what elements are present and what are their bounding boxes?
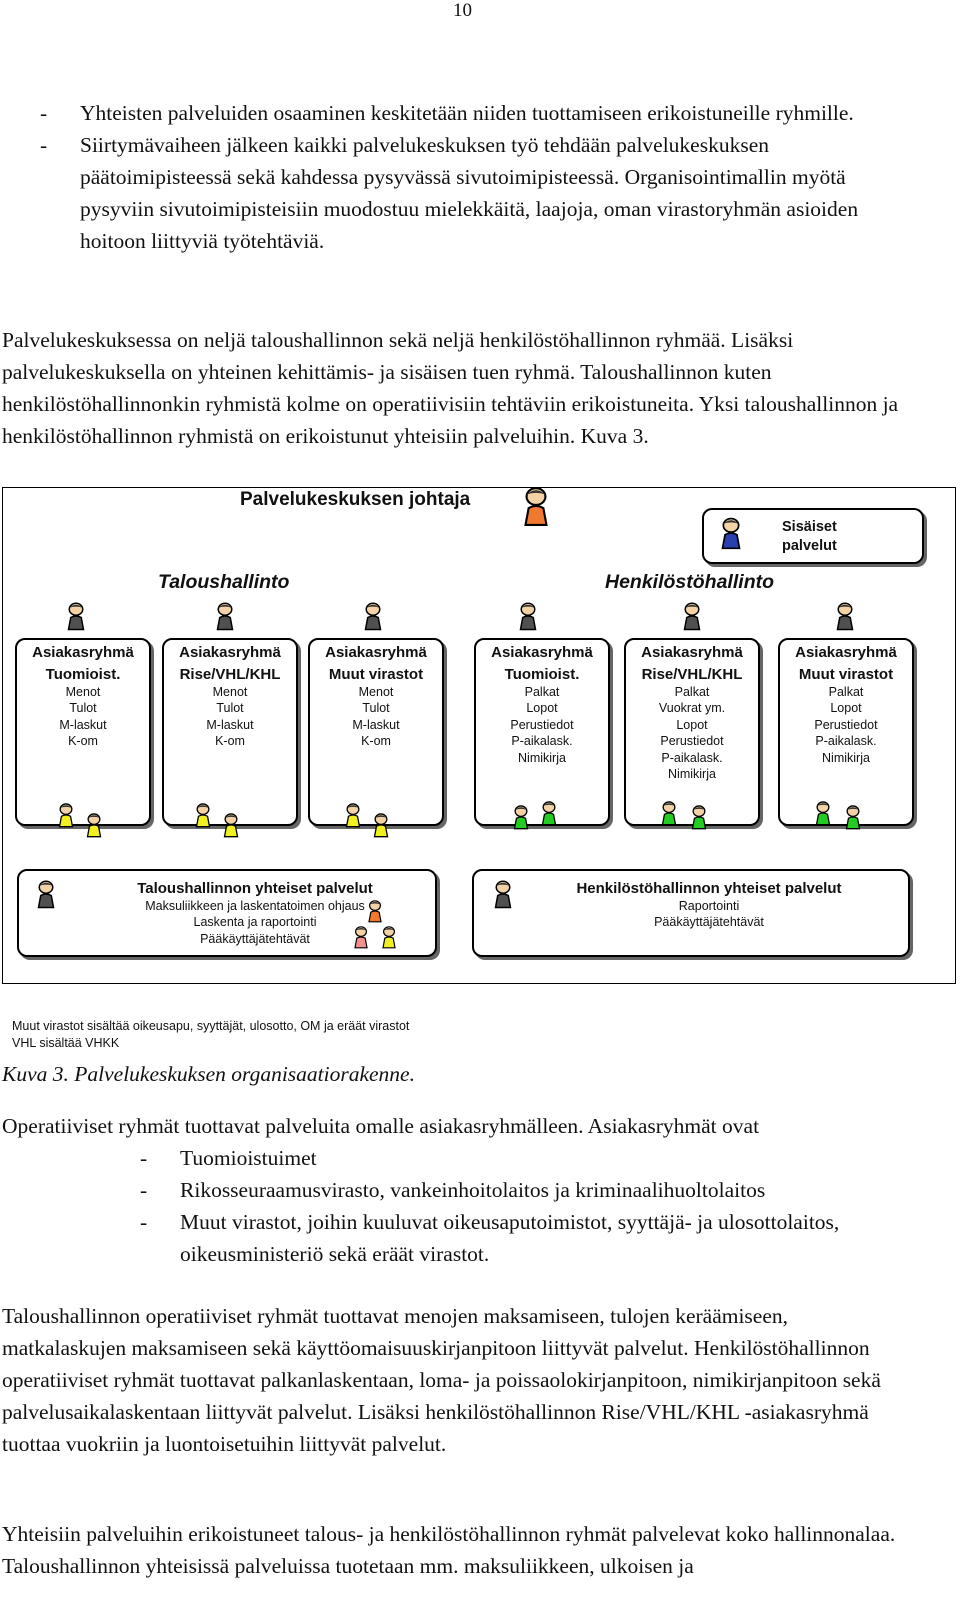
customer-group-item [140,1206,920,1270]
staff-icon [349,925,373,954]
staff-icon [81,812,107,843]
group-title: Asiakasryhmä [795,644,897,661]
bullet-list [40,97,920,257]
group-lead-icon [513,601,543,636]
group-subtitle: Muut virastot [798,666,894,683]
figure-caption: Kuva 3. Palvelukeskuksen organisaatiorakenne. [2,1062,415,1086]
org-chart [2,487,960,987]
bullet-item [40,129,920,257]
customer-group-box [624,638,760,826]
shared-finance-task: Laskenta ja raportointi [193,915,317,930]
paragraph: Operatiiviset ryhmät tuottavat palveluita omalle asiakasryhmälleen. Asiakasryhmät ovat [2,1114,760,1138]
group-lead-icon [61,601,91,636]
group-task: Lopot [676,717,708,732]
internal-person-icon [714,516,748,556]
group-lead-icon [31,879,61,914]
staff-icon [363,899,387,928]
group-task: Vuokrat ym. [658,701,726,716]
shared-hr-box [472,869,910,957]
customer-group-box [308,638,444,826]
group-lead-icon [488,879,518,914]
group-title: Asiakasryhmä [179,644,281,661]
internal-services-box [702,508,924,564]
bullet-dash: - [140,1146,148,1170]
group-task: Nimikirja [668,767,716,782]
customer-group-list [140,1142,920,1270]
staff-icon [53,802,79,833]
customer-group-box [778,638,914,826]
group-task: Menot [65,685,101,699]
staff-icon [190,802,216,833]
group-lead-icon [358,601,388,636]
group-task: K-om [68,734,98,749]
group-task: Menot [358,685,394,699]
group-subtitle: Muut virastot [328,666,424,683]
group-title: Asiakasryhmä [491,644,593,661]
group-task: M-laskut [59,717,107,732]
section-hr: Henkilöstöhallinto [605,571,775,593]
group-task: Lopot [830,701,862,716]
staff-icon [656,800,682,831]
shared-hr-task: Raportointi [678,899,740,913]
group-task: Tulot [362,701,390,716]
staff-icon [686,804,712,835]
group-task: K-om [361,734,391,749]
staff-icon [340,802,366,833]
staff-icon [377,925,401,954]
group-task: Tulot [216,701,244,716]
group-task: Perustiedot [510,717,574,732]
shared-finance-task: Maksuliikkeen ja laskentatoimen ohjaus [145,899,365,913]
bullet-item [40,97,920,129]
diagram-notes [12,1018,409,1051]
staff-icon [840,804,866,835]
group-lead-icon [830,601,860,636]
customer-group-item [140,1142,920,1174]
staff-icon [508,804,534,835]
group-task: Menot [212,685,248,699]
bullet-text: Siirtymävaiheen jälkeen kaikki palvelukeskuksen työ tehdään palvelukeskuksen päätoimipisteessä sekä kahdessa pysyvässä sivutoimipisteessä. Organisointimallin myötä pysyviin sivutoimipisteisiin muodostuu mielekkäitä, laajoja, oman virastoryhmän asioiden hoitoon liittyviä työtehtäviä. [80,133,859,253]
group-task: Perustiedot [660,734,724,749]
group-task: K-om [215,734,245,749]
customer-group-item [140,1174,920,1206]
group-title: Asiakasryhmä [325,644,427,661]
director-person-icon [515,485,557,532]
group-title: Asiakasryhmä [32,644,134,661]
staff-icon [810,800,836,831]
group-subtitle: Tuomioist. [45,666,121,683]
shared-hr-task: Pääkäyttäjätehtävät [654,915,764,930]
bullet-dash: - [40,133,48,157]
shared-finance-task: Pääkäyttäjätehtävät [200,931,310,946]
paragraph: Palvelukeskuksessa on neljä taloushallinnon sekä neljä henkilöstöhallinnon ryhmää. Lisäksi palvelukeskuksella on yhteinen kehittämis- ja sisäisen tuen ryhmä. Taloushallinnon kuten henkilöstöhallinnonkin ryhmistä kolme on operatiivisiin tehtäviin erikoistuneita. Yksi taloushallinnon ja henkilöstöhallinnon ryhmistä on erikoistunut yhteisiin palveluihin. Kuva 3. [2,328,899,448]
bullet-dash: - [140,1210,148,1234]
bullet-text: Yhteisten palveluiden osaaminen keskitetään niiden tuottamiseen erikoistuneille ryhmille. [80,101,854,125]
group-task: Palkat [674,685,710,699]
customer-group-text: Tuomioistuimet [180,1146,317,1170]
staff-icon [368,812,394,843]
page-number: 10 [453,0,472,21]
director-title: Palvelukeskuksen johtaja [240,489,471,510]
group-task: Nimikirja [518,750,566,765]
customer-group-box [162,638,298,826]
diagram-note: VHL sisältää VHKK [12,1035,120,1050]
group-subtitle: Tuomioist. [504,666,580,683]
group-task: P-aikalask. [511,734,573,749]
group-task: P-aikalask. [815,734,877,749]
group-task: Palkat [828,685,864,699]
diagram-note: Muut virastot sisältää oikeusapu, syyttäjät, ulosotto, OM ja eräät virastot [12,1019,410,1033]
group-task: Tulot [69,701,97,716]
group-task: Palkat [524,685,560,699]
internal-services-label: palvelut [782,538,837,554]
group-subtitle: Rise/VHL/KHL [179,666,281,683]
group-title: Asiakasryhmä [641,644,743,661]
internal-services-label: Sisäiset [782,519,837,535]
group-task: Nimikirja [822,750,870,765]
bullet-dash: - [140,1178,148,1202]
customer-group-text: Muut virastot, joihin kuuluvat oikeusaputoimistot, syyttäjä- ja ulosottolaitos, oikeusministeriö sekä eräät virastot. [180,1210,840,1266]
group-task: M-laskut [206,717,254,732]
group-subtitle: Rise/VHL/KHL [641,666,743,683]
group-lead-icon [677,601,707,636]
group-task: Perustiedot [814,717,878,732]
section-finance: Taloushallinto [158,571,290,593]
staff-icon [536,800,562,831]
customer-group-box [474,638,610,826]
group-task: Lopot [526,701,558,716]
paragraph: Taloushallinnon operatiiviset ryhmät tuottavat menojen maksamiseen, tulojen keräämiseen, matkalaskujen maksamiseen sekä käyttöomaisuuskirjanpitoon liittyvät palvelut. Henkilöstöhallinnon operatiiviset ryhmät tuottavat palkanlaskentaan, loma- ja poissaolokirjanpitoon, nimikirjanpitoon sekä palvelusaikalaskentaan liittyvät palvelut. Lisäksi henkilöstöhallinnon Rise/VHL/KHL -asiakasryhmä tuottaa vuokriin ja luontoisetuihin liittyvät palvelut. [2,1304,881,1456]
bullet-dash: - [40,101,48,125]
group-lead-icon [210,601,240,636]
group-task: M-laskut [352,717,400,732]
group-task: P-aikalask. [661,750,723,765]
shared-finance-box [17,869,437,957]
customer-group-box [15,638,151,826]
shared-hr-title: Henkilöstöhallinnon yhteiset palvelut [576,880,842,897]
shared-finance-title: Taloushallinnon yhteiset palvelut [137,880,373,897]
paragraph: Yhteisiin palveluihin erikoistuneet talous- ja henkilöstöhallinnon ryhmät palvelevat koko hallinnonalaa. Taloushallinnon yhteisissä palveluissa tuotetaan mm. maksuliikkeen, ulkoisen ja [2,1522,896,1578]
customer-group-text: Rikosseuraamusvirasto, vankeinhoitolaitos ja kriminaalihuoltolaitos [180,1178,766,1202]
staff-icon [218,812,244,843]
